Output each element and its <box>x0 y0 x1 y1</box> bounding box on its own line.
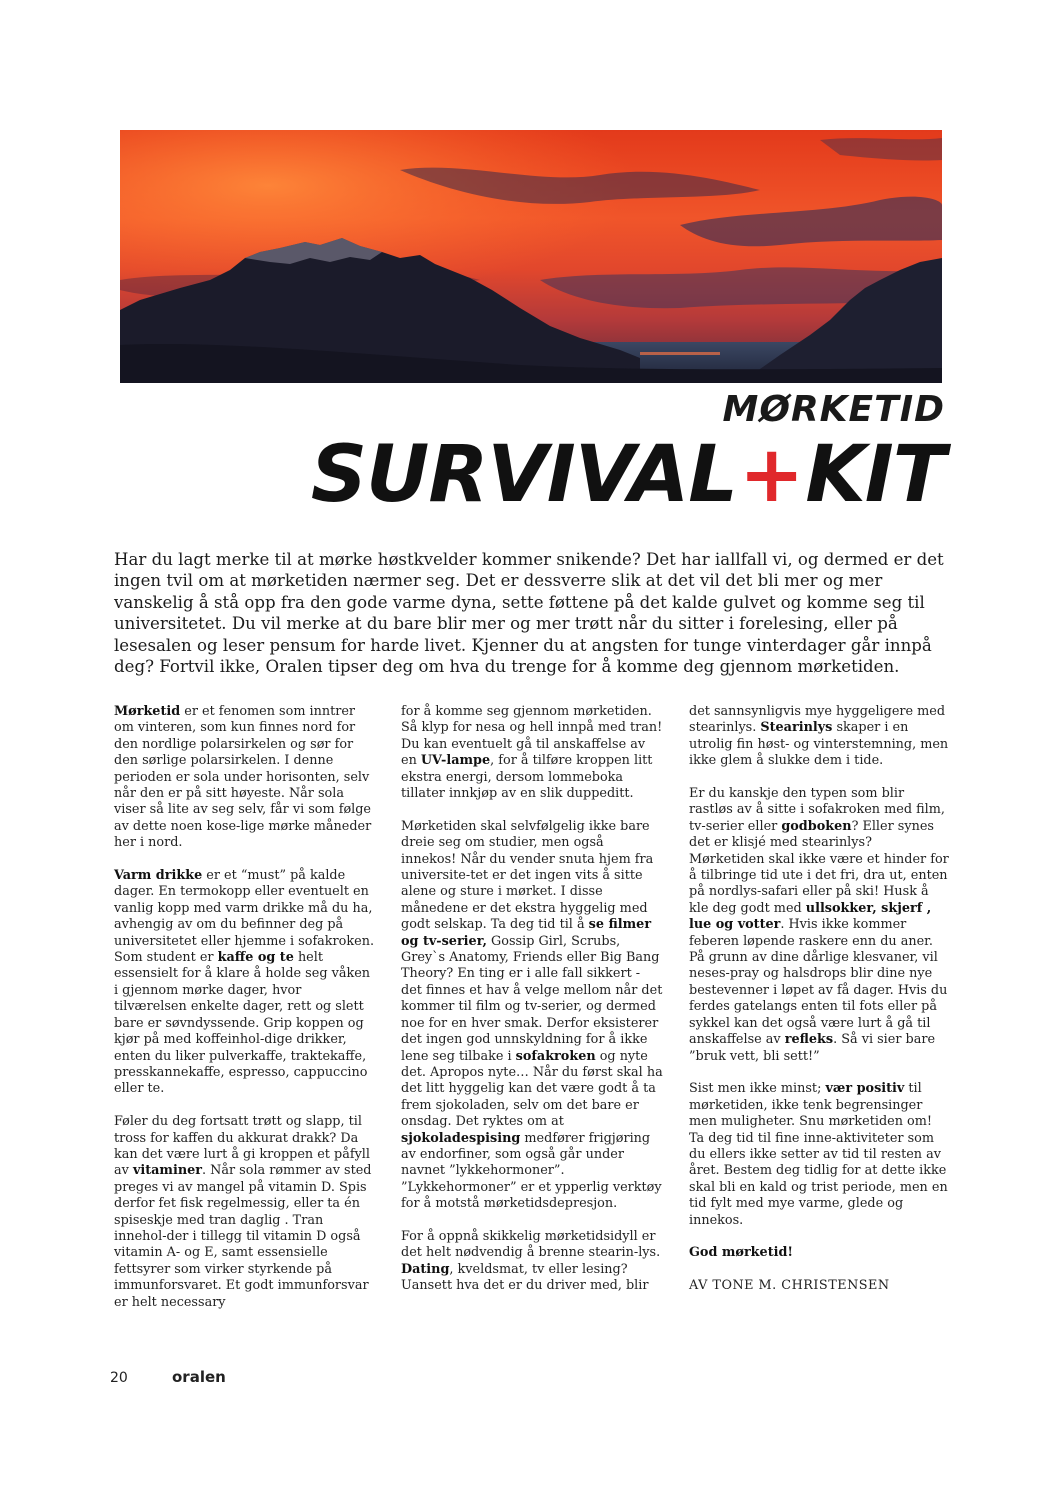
hero-photo-sunset-mountains <box>120 130 942 383</box>
title-plus-mark: + <box>738 430 804 520</box>
title-survival: SURVIVAL <box>310 430 737 520</box>
title-kit: KIT <box>805 430 945 520</box>
bold-term: vær positiv <box>825 1081 905 1097</box>
lead-paragraph: Har du lagt merke til at mørke høstkvelder kommer snikende? Det har iallfall vi, og dermed er det ingen tvil om at mørketiden nærmer seg. Det er dessverre slik at det vil det bli mer og mer vanskelig å stå opp fra den gode varme dyna, sette føttene på det kalde gulvet og komme seg til universitetet. Du vil merke at du bare blir mer og mer trøtt når du sitter i forelesing, eller på lesesalen og leser pensum for harde livet. Kjenner du at angsten for tunge vinterdager går innpå deg? Fortvil ikke, Oralen tipser deg om hva du trenge for å komme deg gjennom mørketiden. <box>114 550 944 677</box>
bold-term: kaffe og te <box>217 950 294 966</box>
page-number: 20 <box>110 1370 128 1386</box>
article-title <box>310 430 945 520</box>
text: For å oppnå skikkelig mørketidsidyll er det helt nødvendig å brenne stearin-lys. <box>401 1228 661 1261</box>
text: Føler du deg fortsatt trøtt og slapp, til tross for kaffen du akkurat drakk? Da kan det være lurt å gi kroppen et påfyll av <box>114 1114 370 1179</box>
text: Mørketiden skal selvfølgelig ikke bare dreie seg om studier, men også innekos! Når du vender snuta hjem fra universite-tet er det ingen vits å sitte alene og sture i mørket. I disse månedene er det ekstra hyggelig med godt selskap. Ta deg tid til å <box>401 818 654 933</box>
body-column-1 <box>114 704 376 1327</box>
bold-term: Dating <box>401 1261 450 1277</box>
text: ? Eller synes det er klisjé med stearinlys? Mørketiden skal ikke være et hinder for å tilbringe tid ute i det fri, dra ut, enten på nordlys-safari eller på ski! Husk å kle deg godt med <box>689 818 949 916</box>
text: og nyte det. Apropos nyte… Når du først skal ha det litt hyggelig kan det være godt å ta frem sjokoladen, selv om det bare er onsdag. Det ryktes om at <box>401 1048 663 1130</box>
bold-term: ullsokker, skjerf , lue og votter <box>689 900 932 933</box>
text: for å komme seg gjennom mørketiden. Så klyp for nesa og hell innpå med tran! Du kan eventuelt gå til anskaffelse av en <box>401 704 663 769</box>
bold-term: refleks <box>784 1032 834 1048</box>
text: er et “must” på kalde dager. En termokopp eller eventuelt en vanlig kopp med varm drikke må du ha, avhengig av om du befinner deg på universitetet eller hjemme i sofakroken. Som student er <box>114 868 375 966</box>
text: det sannsynligvis mye hyggeligere med stearinlys. <box>689 704 946 736</box>
paragraph <box>401 704 663 802</box>
bold-term: UV-lampe <box>420 753 491 769</box>
bold-term: Stearinlys <box>760 720 833 736</box>
paragraph <box>401 1229 663 1295</box>
signoff <box>689 1245 951 1261</box>
text: Gossip Girl, Scrubs, Grey`s Anatomy, Friends eller Big Bang Theory? En ting er i alle fall sikkert - det finnes et hav å velge mellom når det kommer til film og tv-serier, og dermed noe for en hver smak. Derfor eksisterer det ingen god unnskyldning for å ikke lene seg tilbake i <box>401 933 663 1064</box>
text: . Hvis ikke kommer feberen løpende raskere enn du aner. På grunn av dine dårlige klesvaner, vil neses-pray og halsdrops blir dine nye bestevenner i løpet av få dager. Hvis du ferdes gatelangs enten til fots eller på sykkel kan det også være lurt å gå til anskaffelse av <box>689 917 948 1048</box>
paragraph <box>689 704 951 770</box>
signoff-text: God mørketid! <box>689 1245 794 1261</box>
text: skaper i en utrolig fin høst- og vinterstemning, men ikke glem å slukke dem i tide. <box>689 720 949 769</box>
body-column-2 <box>401 704 663 1311</box>
brand-logo: oralen <box>172 1368 226 1386</box>
article-kicker: MØRKETID <box>722 389 945 430</box>
text: , kveldsmat, tv eller lesing? Uansett hva det er du driver med, blir <box>401 1261 649 1294</box>
bold-term: sofakroken <box>515 1048 596 1064</box>
paragraph <box>114 868 376 1098</box>
byline: AV TONE M. CHRISTENSEN <box>689 1278 890 1294</box>
text: er et fenomen som inntrer om vinteren, som kun finnes nord for den nordlige polarsirkelen og sør for den sørlige polarsirkelen. I denne perioden er sola under horisonten, selv når den er på sitt høyeste. Når sola viser så lite av seg selv, får vi som følge av dette noen kose-lige mørke måneder her i nord. <box>114 704 372 851</box>
text: til mørketiden, ikke tenk begrensinger men muligheter. Snu mørketiden om! Ta deg tid til fine inne-aktiviteter som du ellers ikke setter av tid til resten av året. Bestem deg tidlig for at dette ikke skal bli en kald og trist periode, men en tid fylt med mye varme, glede og innekos. <box>689 1081 948 1228</box>
paragraph <box>401 819 663 1213</box>
bold-term: godboken <box>781 818 852 834</box>
text: , for å tilføre kroppen litt ekstra energi, dersom lommeboka tillater innkjøp av en slik duppeditt. <box>401 753 653 802</box>
paragraph <box>114 704 376 852</box>
text: helt essensielt for å klare å holde seg våken i gjennom mørke dager, hvor tilværelsen enkelte dager, rett og slett bare er søvndyssende. Grip koppen og kjør på med koffeinhol-dige drikker, enten du liker pulverkaffe, traktekaffe, presskannekaffe, espresso, cappuccino eller te. <box>114 950 371 1097</box>
paragraph <box>689 1081 951 1229</box>
paragraph <box>689 786 951 1065</box>
text: Sist men ikke minst; <box>689 1081 826 1097</box>
bold-term: Varm drikke <box>114 868 203 884</box>
text: Er du kanskje den typen som blir rastløs av å sitte i sofakroken med film, tv-serier eller <box>689 786 945 834</box>
bold-term: sjokoladespising <box>401 1130 521 1146</box>
paragraph <box>114 1114 376 1311</box>
bold-term: Mørketid <box>114 704 181 719</box>
text: medfører frigjøring av endorfiner, som også går under navnet ”lykkehormoner”. ”Lykkehormoner” er et ypperlig verktøy for å motstå mørketidsdepresjon. <box>401 1130 662 1212</box>
text: . Når sola rømmer av sted preges vi av mangel på vitamin D. Spis derfor fet fisk regelmessig, eller ta én spiseskje med tran daglig . Tran innehol-der i tillegg til vitamin D også vitamin A- og E, samt essensielle fettsyrer som virker styrkende på immunforsvaret. Et godt immunforsvar er helt necessary <box>114 1163 372 1310</box>
text: . Så vi sier bare ”bruk vett, bli sett!” <box>689 1032 936 1064</box>
body-column-3 <box>689 704 951 1311</box>
bold-term: vitaminer <box>132 1163 203 1179</box>
bold-term: se filmer og tv-serier, <box>401 917 652 949</box>
